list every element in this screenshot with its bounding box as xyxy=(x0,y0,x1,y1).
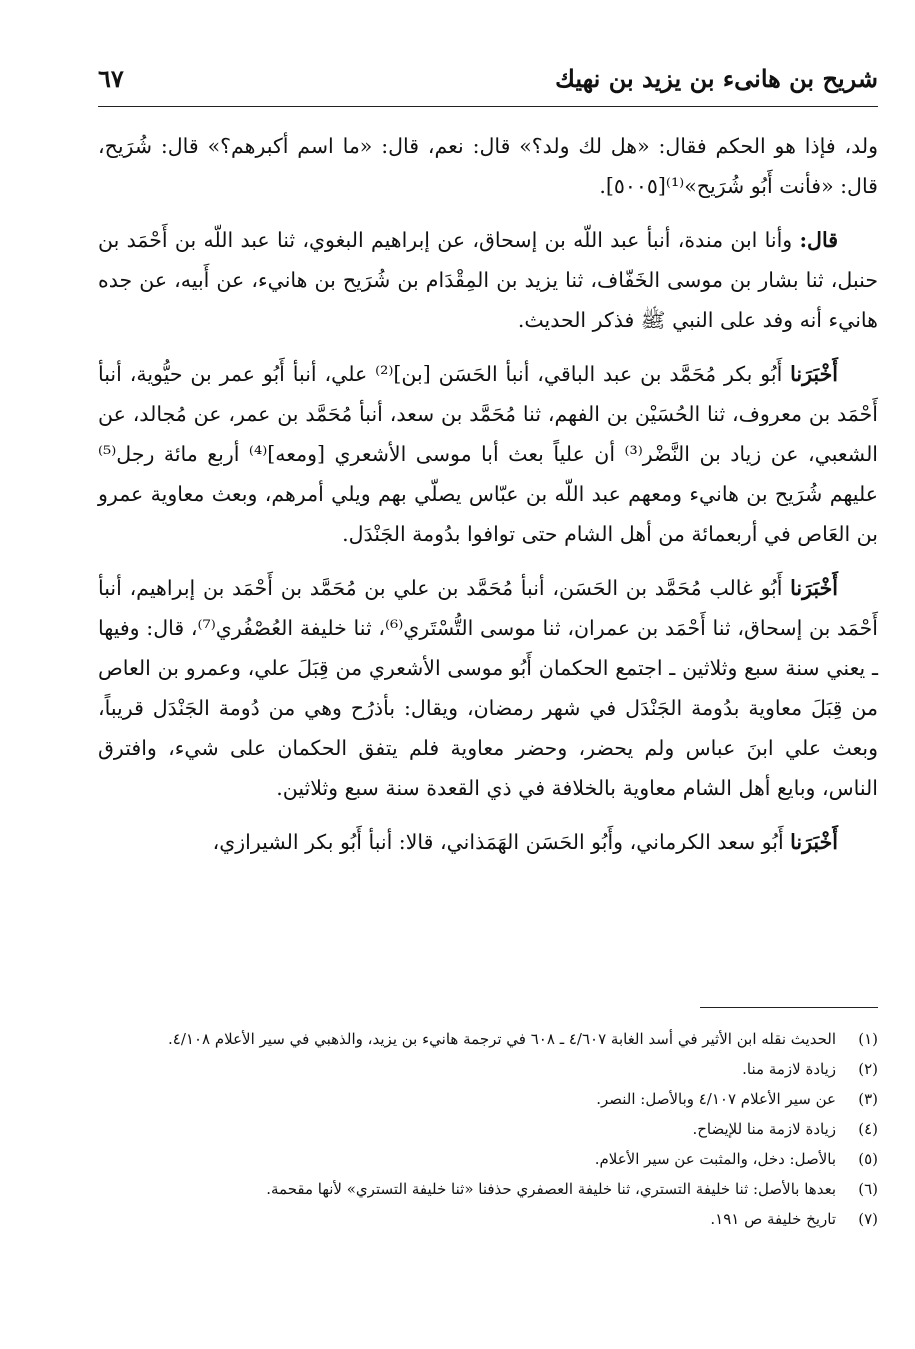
footnote-number: (٢) xyxy=(858,1060,878,1078)
footnote-number: (٥) xyxy=(858,1150,878,1168)
footnote xyxy=(98,1204,878,1234)
paragraph-text: ولد، فإذا هو الحكم فقال: «هل لك ولد؟» قال: نعم، قال: «ما اسم أكبرهم؟» قال: شُرَيح، قال: «فأنت أَبُو شُرَيح»⁽¹⁾[٥٠٠٥]. xyxy=(98,134,878,198)
footnote xyxy=(98,1174,878,1204)
paragraph xyxy=(98,354,878,554)
page-number: ٦٧ xyxy=(98,64,124,93)
paragraph xyxy=(98,822,878,862)
paragraph-lead: أَخْبَرَنا xyxy=(790,830,838,854)
paragraph xyxy=(98,126,878,206)
footnote xyxy=(98,1084,878,1114)
footnote-text: زيادة لازمة منا. xyxy=(742,1060,836,1078)
main-text xyxy=(98,126,878,876)
running-title: شريح بن هانىء بن يزيد بن نهيك xyxy=(555,64,878,93)
page-header xyxy=(98,56,878,107)
paragraph xyxy=(98,568,878,808)
footnote-number: (٧) xyxy=(858,1210,878,1228)
footnote-text: تاريخ خليفة ص ١٩١. xyxy=(710,1210,836,1228)
footnote-text: الحديث نقله ابن الأثير في أسد الغابة ٤/٦٠٧ ـ ٦٠٨ في ترجمة هانيء بن يزيد، والذهبي في سير الأعلام ٤/١٠٨. xyxy=(168,1030,836,1048)
paragraph-text: أَبُو غالب مُحَمَّد بن الحَسَن، أنبأ مُحَمَّد بن علي بن مُحَمَّد بن أَحْمَد بن إبراهيم، أنبأ أَحْمَد بن إسحاق، ثنا أَحْمَد بن عمران، ثنا موسى التُّسْتَري⁽⁶⁾، ثنا خليفة العُصْفُري⁽⁷⁾، قال: وفيها ـ يعني سنة سبع وثلاثين ـ اجتمع الحكمان أَبُو موسى الأشعري من قِبَلَ علي، وعمرو بن العاص من قِبَلَ معاوية بدُومة الجَنْدَل في شهر رمضان، ويقال: بأذرُح وهي من دُومة الجَنْدَل قريباً، وبعث علي ابنَ عباس ولم يحضر، وحضر معاوية فلم يتفق الحكمان على شيء، وافترق الناس، وبايع أهل الشام معاوية بالخلافة في ذي القعدة سنة سبع وثلاثين. xyxy=(98,576,878,800)
footnote xyxy=(98,1054,878,1084)
footnote-text: بعدها بالأصل: ثنا خليفة التستري، ثنا خليفة العصفري حذفنا «ثنا خليفة التستري» لأنها مقحمة. xyxy=(266,1180,836,1198)
paragraph xyxy=(98,220,878,340)
paragraph-lead: أَخْبَرَنا xyxy=(790,362,838,386)
paragraph-lead: أَخْبَرَنا xyxy=(790,576,838,600)
footnote-number: (٣) xyxy=(858,1090,878,1108)
footnote-text: بالأصل: دخل، والمثبت عن سير الأعلام. xyxy=(594,1150,836,1168)
footnote xyxy=(98,1144,878,1174)
paragraph-text: وأنا ابن مندة، أنبأ عبد اللّه بن إسحاق، عن إبراهيم البغوي، ثنا عبد اللّه بن أَحْمَد بن حنبل، ثنا بشار بن موسى الخَفّاف، ثنا يزيد بن المِقْدَام بن شُرَيح بن هانيء، عن أَبيه، عن جده هانيء أنه وفد على النبي ﷺ فذكر الحديث. xyxy=(98,228,878,332)
footnotes xyxy=(98,1024,878,1234)
paragraph-text: أَبُو بكر مُحَمَّد بن عبد الباقي، أنبأ الحَسَن [بن]⁽²⁾ علي، أنبأ أَبُو عمر بن حيُّوية، أنبأ أَحْمَد بن معروف، ثنا الحُسَيْن بن الفهم، ثنا مُحَمَّد بن سعد، أنبأ مُحَمَّد بن عمر، عن مُجالد، عن الشعبي، عن زياد بن النَّضْر⁽³⁾ أن علياً بعث أبا موسى الأشعري [ومعه]⁽⁴⁾ أربع مائة رجل⁽⁵⁾ عليهم شُرَيح بن هانيء ومعهم عبد اللّه بن عبّاس يصلّي بهم ويلي أمرهم، وبعث معاوية عمرو بن العَاص في أربعمائة من أهل الشام حتى توافوا بدُومة الجَنْدَل. xyxy=(98,362,879,546)
paragraph-text: أَبُو سعد الكرماني، وأَبُو الحَسَن الهَمَذاني، قالا: أنبأ أَبُو بكر الشيرازي، xyxy=(212,830,791,854)
footnote-text: عن سير الأعلام ٤/١٠٧ وبالأصل: النصر. xyxy=(596,1090,836,1108)
footnote-separator xyxy=(700,1007,878,1008)
footnote-text: زيادة لازمة منا للإيضاح. xyxy=(692,1120,836,1138)
footnote xyxy=(98,1114,878,1144)
footnote-number: (٤) xyxy=(858,1120,878,1138)
footnote-number: (١) xyxy=(858,1030,878,1048)
paragraph-lead: قال: xyxy=(799,228,838,252)
footnote xyxy=(98,1024,878,1054)
footnote-number: (٦) xyxy=(858,1180,878,1198)
